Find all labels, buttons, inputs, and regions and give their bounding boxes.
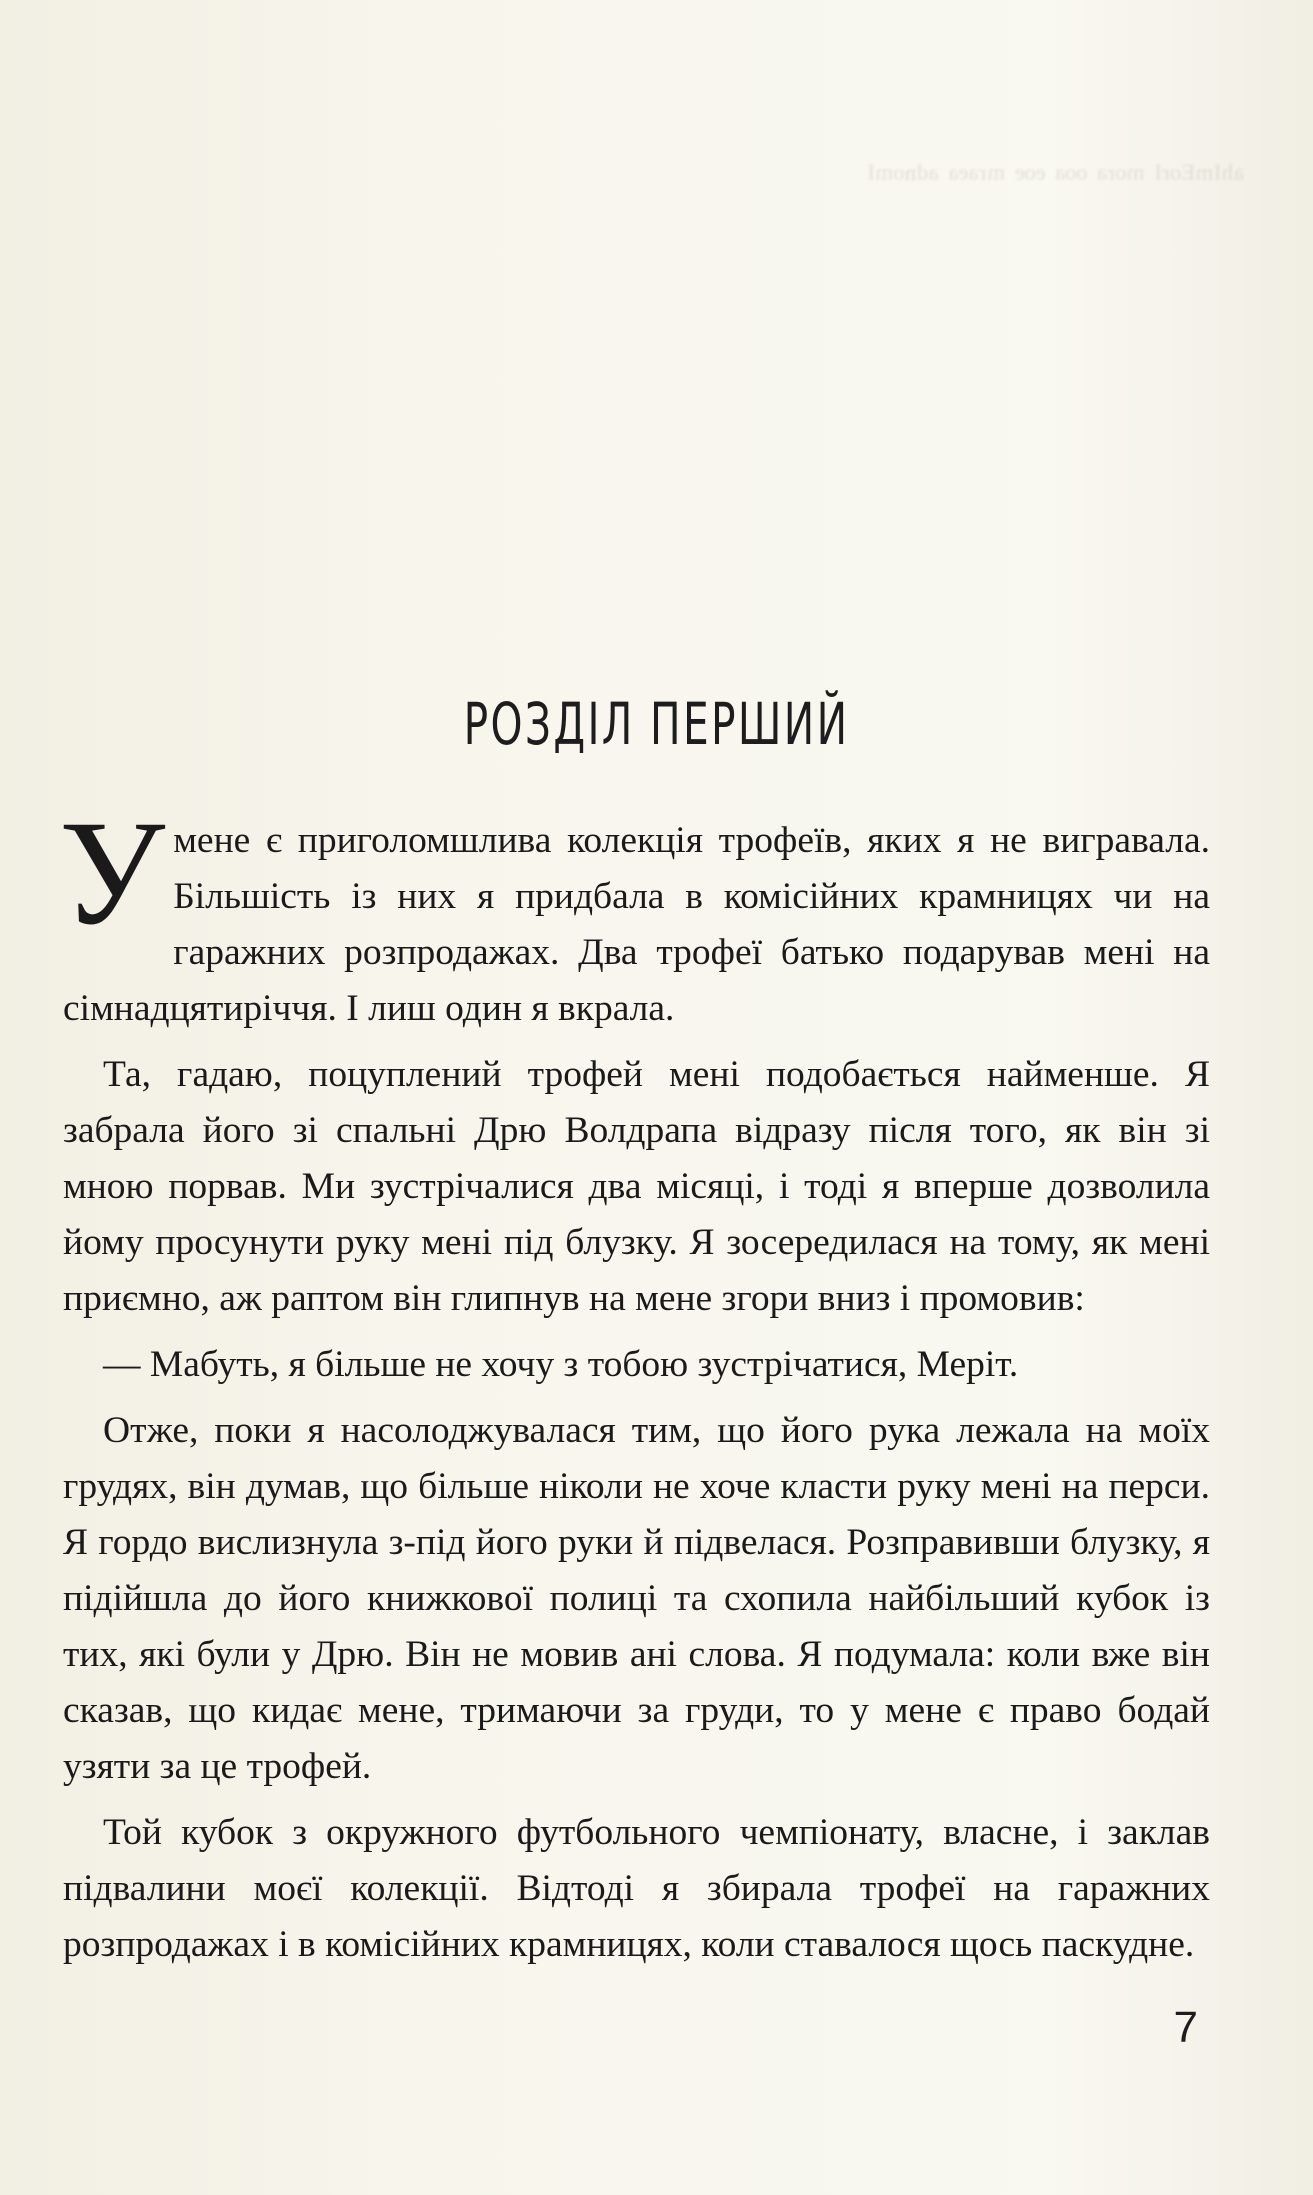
drop-cap: У	[59, 790, 166, 956]
paragraph-1	[59, 790, 1210, 1037]
page-number: 7	[1173, 2003, 1198, 2052]
paragraph-1-text: мене є приголомшлива колекція трофеїв, яких я не вигравала. Більшість із них я придбала в комісійних крамницях чи на гаражних розпродажах. Два трофеї батько подарував мені на сімнадцятиріччя. І лиш один я вкрала.	[63, 820, 1210, 1029]
paragraph-4: Отже, поки я насолоджувалася тим, що його рука лежала на моїх грудях, він думав, що більше ніколи не хоче класти руку мені на перси. Я гордо вислизнула з-під його руки й підвелася. Розправивши блузку, я підійшла до його книжкової полиці та схопила найбільший кубок із тих, які були у Дрю. Він не мовив ані слова. Я подумала: коли вже він сказав, що кидає мене, тримаючи за груди, то у мене є право бодай узяти за це трофей.	[63, 1410, 1210, 1787]
chapter-title: РОЗДІЛ ПЕРШИЙ	[463, 690, 850, 758]
paragraph-2: Та, гадаю, поцуплений трофей мені подобається найменше. Я забрала його зі спальні Дрю Волдрапа відразу після того, як він зі мною порвав. Ми зустрічалися два місяці, і тоді я вперше дозволила йому просунути руку мені під блузку. Я зосередилася на тому, як мені приємно, аж раптом він глипнув на мене згори вниз і промовив:	[63, 1054, 1210, 1319]
paragraph-5: Той кубок з окружного футбольного чемпіонату, власне, і заклав підвалини моєї колекції. Відтоді я збирала трофеї на гаражних розпродажах і в комісійних крамницях, коли ставалося щось паскудне.	[63, 1812, 1210, 1965]
body-text	[59, 790, 1210, 1983]
bleed-through-text: ᵃʰᴵᵐᴱᵒʳᴵ ᵐᵒʳᵃ ᵒᵒᵃ ᵉᵒᵉ ᵐʳᵃᵉᵃ ᵃᵈⁿᵒᵐᴵ	[867, 157, 1244, 199]
paragraph-3-dialogue: — Мабуть, я більше не хочу з тобою зустрічатися, Меріт.	[103, 1344, 1019, 1385]
